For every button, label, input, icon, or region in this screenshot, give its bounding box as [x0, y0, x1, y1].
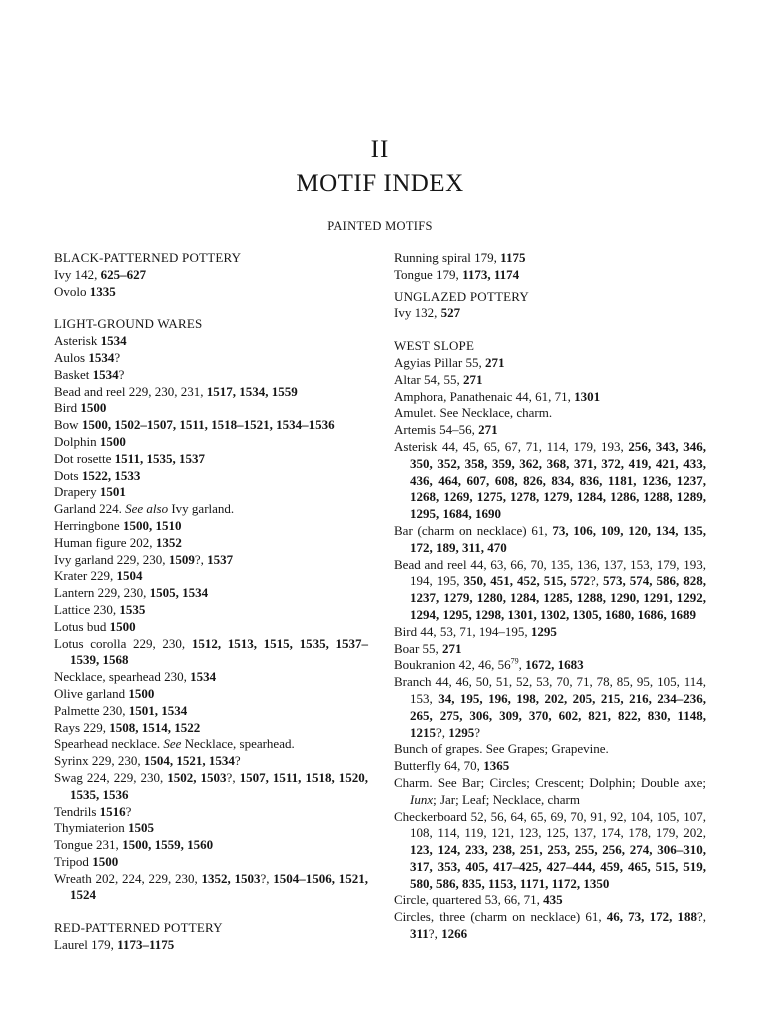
catalogue-numbers: 271	[442, 640, 462, 656]
index-entry	[54, 937, 368, 954]
index-entry	[394, 250, 706, 267]
index-entry	[54, 820, 368, 837]
index-entry	[394, 741, 706, 758]
index-entry	[394, 674, 706, 741]
index-entry	[394, 372, 706, 389]
index-entry	[54, 468, 368, 485]
section-heading: UNGLAZED POTTERY	[394, 288, 529, 304]
entry-text: Dots	[54, 467, 82, 483]
entry-text: Human figure 202,	[54, 534, 156, 550]
catalogue-numbers: 34, 195, 196, 198, 202, 205, 215, 216, 234–236, 265, 275, 306, 309, 370, 602, 821, 822, 830, 1148, 1215	[410, 690, 707, 740]
index-entry	[54, 720, 368, 737]
catalogue-numbers: 350, 451, 452, 515, 572	[463, 573, 590, 589]
catalogue-numbers: 1537	[207, 551, 234, 567]
catalogue-numbers: 1500	[109, 618, 136, 634]
catalogue-numbers: 1672, 1683	[525, 657, 584, 673]
entry-text: Dot rosette	[54, 450, 115, 466]
catalogue-numbers: 1504–1506, 1521, 1524	[70, 870, 369, 903]
index-entry	[54, 384, 368, 401]
left-column	[54, 250, 368, 954]
index-entry	[54, 585, 368, 602]
entry-text: Ivy 132,	[394, 305, 441, 321]
entry-text: Lantern 229, 230,	[54, 585, 150, 601]
entry-text: ?,	[590, 573, 604, 589]
entry-text: Syrinx 229, 230,	[54, 753, 144, 769]
entry-text: Butterfly 64, 70,	[394, 758, 484, 774]
section-heading: WEST SLOPE	[394, 338, 475, 354]
catalogue-numbers: 271	[485, 354, 505, 370]
footnote-ref: 79	[510, 657, 519, 666]
entry-text: Lotus bud	[54, 618, 110, 634]
index-entry	[54, 552, 368, 569]
catalogue-numbers: 1173–1175	[117, 937, 175, 953]
entry-text: Agyias Pillar 55,	[394, 354, 485, 370]
catalogue-numbers: 311	[410, 926, 429, 942]
catalogue-numbers: 573, 574, 586, 828, 1237, 1279, 1280, 1284, 1285, 1288, 1290, 1291, 1292, 1294, 1295, 1298, 1301, 1302, 1305, 1680, 1686, 1689	[410, 573, 707, 622]
catalogue-numbers: 1335	[89, 283, 116, 299]
catalogue-numbers: 1534	[88, 349, 115, 365]
entry-text: Tendrils	[54, 803, 100, 819]
entry-text: Bow	[54, 417, 82, 433]
index-entry	[54, 501, 368, 518]
entry-text: Laurel 179,	[54, 937, 118, 953]
catalogue-numbers: 1504	[116, 568, 143, 584]
entry-text: Tongue 231,	[54, 837, 123, 853]
index-entry	[54, 871, 368, 905]
catalogue-numbers: 1500	[92, 853, 119, 869]
index-entry	[54, 669, 368, 686]
index-entry	[54, 267, 368, 284]
index-entry	[394, 809, 706, 893]
catalogue-numbers: 1501, 1534	[128, 702, 188, 718]
entry-text: Circles, three (charm on necklace) 61,	[394, 909, 607, 925]
entry-text: Amulet. See Necklace, charm.	[394, 405, 553, 421]
chapter-number: II	[370, 136, 390, 163]
catalogue-numbers: 1534	[100, 333, 127, 349]
catalogue-numbers: 1500, 1502–1507, 1511, 1518–1521, 1534–1536	[81, 417, 335, 433]
catalogue-numbers: 1504, 1521, 1534	[143, 753, 235, 769]
catalogue-numbers: 1500, 1510	[122, 517, 182, 533]
entry-text: Ovolo	[54, 283, 90, 299]
entry-text: Bead and reel 229, 230, 231,	[54, 383, 207, 399]
index-entry	[54, 535, 368, 552]
entry-text: Lattice 230,	[54, 601, 120, 617]
entry-text: Swag 224, 229, 230,	[54, 769, 168, 785]
catalogue-numbers: 1352, 1503	[201, 870, 261, 886]
entry-text: Charm. See Bar; Circles; Crescent; Dolphin; Double axe;	[394, 774, 706, 790]
catalogue-numbers: 1517, 1534, 1559	[206, 383, 298, 399]
entry-text: Ivy garland.	[168, 501, 235, 517]
entry-text: Basket	[54, 366, 93, 382]
catalogue-numbers: 73, 106, 109, 120, 134, 135, 172, 189, 311, 470	[410, 522, 707, 555]
catalogue-numbers: 1512, 1513, 1515, 1535, 1537–1539, 1568	[70, 635, 368, 668]
index-entry	[54, 854, 368, 871]
entry-text: ?,	[696, 909, 707, 925]
index-entry	[394, 439, 706, 523]
entry-text: Running spiral 179,	[394, 250, 501, 265]
entry-text: Bird	[54, 400, 81, 416]
index-entry	[54, 602, 368, 619]
catalogue-numbers: 271	[462, 371, 483, 387]
index-entry	[394, 657, 706, 674]
catalogue-numbers: 1500	[128, 685, 155, 701]
entry-text: Necklace, spearhead 230,	[54, 669, 191, 685]
entry-text: ?,	[436, 724, 449, 740]
entry-text: ?,	[260, 870, 274, 886]
index-entry	[54, 518, 368, 535]
index-entry	[54, 284, 368, 301]
entry-text: Branch 44, 46, 50, 51, 52, 53, 70, 71, 78, 85, 95, 105, 114, 153,	[394, 674, 706, 706]
catalogue-numbers: 1505, 1534	[149, 585, 209, 601]
entry-text: ,	[518, 657, 526, 673]
entry-text: Dolphin	[54, 433, 100, 449]
catalogue-numbers: 1522, 1533	[81, 467, 141, 483]
index-entry	[54, 333, 368, 350]
entry-text: ?,	[428, 926, 442, 942]
index-entry	[54, 753, 368, 770]
entry-text: Spearhead necklace.	[54, 736, 164, 752]
index-entry	[394, 523, 706, 557]
entry-text: Altar 54, 55,	[394, 371, 463, 387]
index-entry	[54, 568, 368, 585]
index-entry	[394, 422, 706, 439]
index-entry	[394, 775, 706, 809]
entry-text: Bird 44, 53, 71, 194–195,	[394, 623, 531, 639]
section-heading: RED-PATTERNED POTTERY	[54, 920, 223, 936]
entry-text: Aulos	[54, 349, 89, 365]
index-entry	[54, 367, 368, 384]
entry-text: See	[163, 736, 182, 752]
index-entry	[54, 400, 368, 417]
entry-text: Rays 229,	[54, 719, 110, 735]
index-section	[54, 316, 368, 904]
entry-text: Circle, quartered 53, 66, 71,	[394, 892, 544, 908]
catalogue-numbers: 625–627	[100, 266, 147, 282]
entry-text: ?	[125, 803, 132, 819]
catalogue-numbers: 1365	[483, 758, 510, 774]
entry-text: Wreath 202, 224, 229, 230,	[54, 870, 202, 886]
catalogue-numbers: 46, 73, 172, 188	[606, 909, 697, 925]
entry-text: ?,	[226, 769, 240, 785]
catalogue-numbers: 1501	[99, 484, 126, 500]
entry-text: Ivy garland 229, 230,	[54, 551, 169, 567]
entry-text: Tripod	[54, 853, 93, 869]
catalogue-numbers: 527	[440, 305, 461, 321]
index-entry	[394, 405, 706, 422]
entry-text: Checkerboard 52, 56, 64, 65, 69, 70, 91, 92, 104, 105, 107, 108, 114, 119, 121, 123, 125, 137, 174, 178, 179, 202,	[394, 808, 706, 841]
page-subtitle: PAINTED MOTIFS	[327, 219, 433, 233]
index-entry	[54, 350, 368, 367]
index-entry	[54, 770, 368, 804]
entry-text: Bar (charm on necklace) 61,	[394, 522, 553, 538]
index-entry	[394, 389, 706, 406]
index-entry	[54, 451, 368, 468]
entry-text: ?	[114, 349, 121, 365]
entry-text: Amphora, Panathenaic 44, 61, 71,	[394, 388, 575, 404]
right-column	[394, 250, 706, 943]
index-section	[54, 250, 368, 300]
entry-text: ?	[234, 753, 241, 769]
index-entry	[394, 355, 706, 372]
catalogue-numbers: 123, 124, 233, 238, 251, 253, 255, 256, 274, 306–310, 317, 353, 405, 417–425, 427–444, 459, 465, 515, 519, 580, 586, 835, 1153, 1171, 1172, 1350	[410, 842, 706, 891]
catalogue-numbers: 1516	[99, 803, 126, 819]
entry-text: Tongue 179,	[394, 266, 463, 282]
catalogue-numbers: 1295	[530, 623, 557, 639]
index-entry	[394, 267, 706, 284]
catalogue-numbers: 1301	[574, 388, 601, 404]
index-section	[394, 338, 706, 943]
catalogue-numbers: 1266	[441, 926, 468, 942]
entry-text: Palmette 230,	[54, 702, 129, 718]
entry-text: Bunch of grapes. See Grapes; Grapevine.	[394, 741, 609, 757]
index-entry	[54, 686, 368, 703]
catalogue-numbers: 1502, 1503	[167, 769, 227, 785]
entry-text: ; Jar; Leaf; Necklace, charm	[433, 791, 580, 807]
entry-text: ?	[474, 724, 481, 740]
catalogue-numbers: 271	[478, 422, 498, 438]
index-entry	[394, 892, 706, 909]
entry-text: See also	[125, 501, 169, 517]
entry-text: Boar 55,	[394, 640, 443, 656]
entry-text: Krater 229,	[54, 568, 117, 584]
entry-text: Herringbone	[54, 517, 123, 533]
entry-text: Drapery	[54, 484, 100, 500]
catalogue-numbers: 1352	[155, 534, 182, 550]
index-entry	[394, 624, 706, 641]
catalogue-numbers: 1175	[500, 250, 526, 265]
entry-text: Bead and reel 44, 63, 66, 70, 135, 136, 137, 153, 179, 193, 194, 195,	[394, 556, 706, 589]
entry-text: Necklace, spearhead.	[181, 736, 295, 752]
catalogue-numbers: 1511, 1535, 1537	[114, 450, 205, 466]
catalogue-numbers: 1505	[128, 820, 155, 836]
section-heading: LIGHT-GROUND WARES	[54, 316, 203, 332]
index-entry	[394, 909, 706, 943]
entry-text: Iunx	[410, 791, 434, 807]
entry-text: ?,	[194, 551, 208, 567]
section-heading: BLACK-PATTERNED POTTERY	[54, 250, 242, 265]
index-entry	[394, 305, 706, 322]
catalogue-numbers: 1500	[99, 433, 126, 449]
index-section	[394, 289, 706, 323]
index-section	[54, 920, 368, 954]
entry-text: Thymiaterion	[54, 820, 129, 836]
entry-text: Artemis 54–56,	[394, 422, 479, 438]
entry-text: Lotus corolla 229, 230,	[54, 635, 192, 651]
index-entry	[54, 636, 368, 670]
catalogue-numbers: 1500, 1559, 1560	[122, 837, 214, 853]
index-section	[394, 250, 706, 284]
index-entry	[54, 417, 368, 434]
index-entry	[54, 804, 368, 821]
index-entry	[54, 434, 368, 451]
catalogue-numbers: 256, 343, 346, 350, 352, 358, 359, 362, 368, 371, 372, 419, 421, 433, 436, 464, 607, 608, 826, 834, 836, 1181, 1236, 1237, 1268, 1269, 1275, 1278, 1279, 1284, 1286, 1288, 1289, 1295, 1684, 1690	[410, 438, 706, 522]
entry-text: ?	[118, 366, 125, 382]
catalogue-numbers: 1508, 1514, 1522	[109, 719, 201, 735]
entry-text: Garland 224.	[54, 501, 126, 517]
entry-text: Olive garland	[54, 685, 129, 701]
entry-text: Asterisk 44, 45, 65, 67, 71, 114, 179, 193,	[394, 438, 629, 454]
entry-text: Boukranion 42, 46, 56	[394, 657, 511, 673]
index-entry	[54, 703, 368, 720]
catalogue-numbers: 1534	[190, 669, 217, 685]
catalogue-numbers: 1295	[448, 724, 475, 740]
catalogue-numbers: 435	[543, 892, 563, 908]
page-title: MOTIF INDEX	[296, 170, 464, 197]
catalogue-numbers: 1500	[80, 400, 107, 416]
index-entry	[394, 641, 706, 658]
catalogue-numbers: 1535	[119, 601, 146, 617]
catalogue-numbers: 1507, 1511, 1518, 1520, 1535, 1536	[70, 769, 368, 802]
index-entry	[54, 619, 368, 636]
entry-text: Asterisk	[54, 333, 101, 349]
entry-text: Ivy 142,	[54, 266, 101, 282]
index-entry	[54, 837, 368, 854]
index-entry	[394, 557, 706, 624]
index-entry	[54, 736, 368, 753]
catalogue-numbers: 1534	[92, 366, 119, 382]
index-entry	[394, 758, 706, 775]
catalogue-numbers: 1509	[168, 551, 195, 567]
index-entry	[54, 484, 368, 501]
catalogue-numbers: 1173, 1174	[462, 266, 520, 282]
